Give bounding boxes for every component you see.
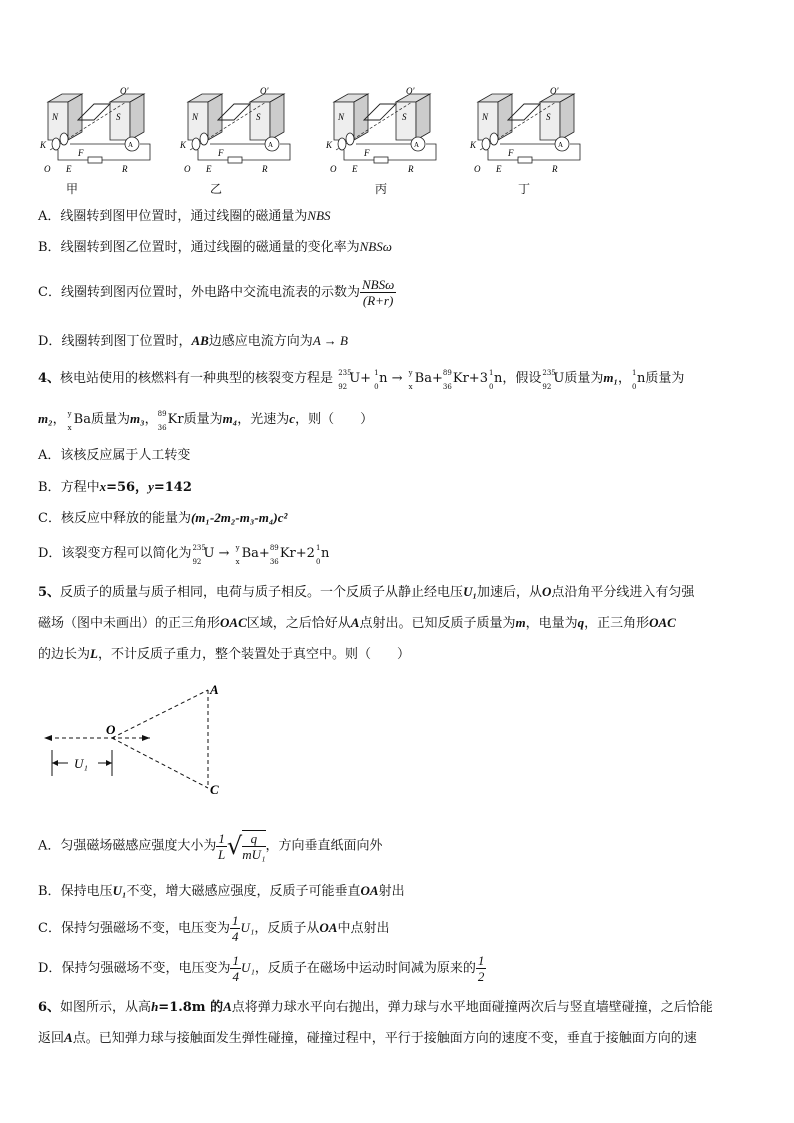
figure-caption-bing: 丙 bbox=[375, 182, 388, 196]
q5-option-c: C．保持匀强磁场不变，电压变为 $\frac{1}{4}$ U₁，反质子从OA中点射出 bbox=[38, 913, 390, 944]
q4-stem-line1: 4、核电站使用的核燃料有一种典型的核裂变方程是 235 92 U+ 1 0 n → y x Ba+ 89 36 Kr+3 1 0 n，假设 235 92 U质量为m₁， 1 0 n质量为 bbox=[38, 369, 685, 391]
label-R: R bbox=[122, 164, 128, 174]
label-O-prime: O' bbox=[120, 86, 129, 96]
q5-option-a: A．匀强磁场磁感应强度大小为 $\frac{1}{L}$ √ $\frac{q}{\text{mU₁}}$ ，方向垂直纸面向外 bbox=[38, 830, 383, 862]
q5-stem-line3: 的边长为L，不计反质子重力，整个装置处于真空中。则（ ） bbox=[38, 646, 410, 662]
label-S: S bbox=[116, 112, 121, 122]
diagram-label-O: O bbox=[106, 722, 116, 737]
q5-option-d: D．保持匀强磁场不变，电压变为 $\frac{1}{4}$ U₁，反质子在磁场中运动时间减为原来的 $\frac{1}{2}$ bbox=[38, 953, 485, 984]
q3-option-d: D．线圈转到图丁位置时，AB边感应电流方向为A → B bbox=[38, 333, 348, 349]
q5-stem-line2: 磁场（图中未画出）的正三角形OAC区域，之后恰好从A点射出。已知反质子质量为m，电量为q，正三角形OAC bbox=[38, 615, 676, 631]
triangle-diagram bbox=[40, 680, 240, 800]
q4-option-b: B．方程中x=56，y=142 bbox=[38, 479, 192, 495]
q6-stem-line1: 6、如图所示，从高h=1.8m 的A点将弹力球水平向右抛出，弹力球与水平地面碰撞两次后与竖直墙壁碰撞，之后恰能 bbox=[38, 999, 713, 1015]
label-meter: A bbox=[128, 141, 134, 149]
q3-option-c: C．线圈转到图丙位置时，外电路中交流电流表的示数为 $\frac{\text{NBSω}}{(R+r)}$ bbox=[38, 277, 395, 308]
label-F: F bbox=[78, 148, 84, 158]
figure-caption-ding: 丁 bbox=[518, 182, 531, 196]
label-K: K bbox=[40, 140, 47, 150]
diagram-label-A: A bbox=[210, 682, 219, 697]
q4-option-c: C．核反应中释放的能量为(m₁-2m₂-m₃-m₄)c² bbox=[38, 510, 288, 526]
diagram-label-C: C bbox=[210, 782, 219, 797]
q6-stem-line2: 返回A点。已知弹力球与接触面发生弹性碰撞，碰撞过程中，平行于接触面方向的速度不变，垂直于接触面方向的速 bbox=[38, 1030, 697, 1046]
q3-option-b: B．线圈转到图乙位置时，通过线圈的磁通量的变化率为NBSω bbox=[38, 239, 392, 255]
figure-caption-jia: 甲 bbox=[66, 182, 79, 196]
q5-stem-line1: 5、反质子的质量与质子相同，电荷与质子相反。一个反质子从静止经电压U₁加速后，从O点沿角平分线进入有匀强 bbox=[38, 584, 695, 600]
q4-option-d: D．该裂变方程可以简化为 235 92 U → y x Ba+ 89 36 Kr+2 1 0 n bbox=[38, 544, 330, 566]
diagram-label-U1: U₁ bbox=[74, 756, 88, 771]
q4-option-a: A．该核反应属于人工转变 bbox=[38, 448, 191, 463]
q3-option-a: A．线圈转到图甲位置时，通过线圈的磁通量为NBS bbox=[38, 208, 331, 224]
generator-figures bbox=[30, 82, 590, 200]
q5-option-b: B．保持电压U₁不变，增大磁感应强度，反质子可能垂直OA射出 bbox=[38, 883, 405, 899]
label-E: E bbox=[66, 164, 72, 174]
label-N: N bbox=[52, 112, 59, 122]
label-O: O bbox=[44, 164, 51, 174]
figure-caption-yi: 乙 bbox=[210, 182, 223, 196]
q4-stem-line2: m₂， y x Ba质量为m₃， 89 36 Kr质量为m₄，光速为c，则（ ） bbox=[38, 410, 374, 432]
